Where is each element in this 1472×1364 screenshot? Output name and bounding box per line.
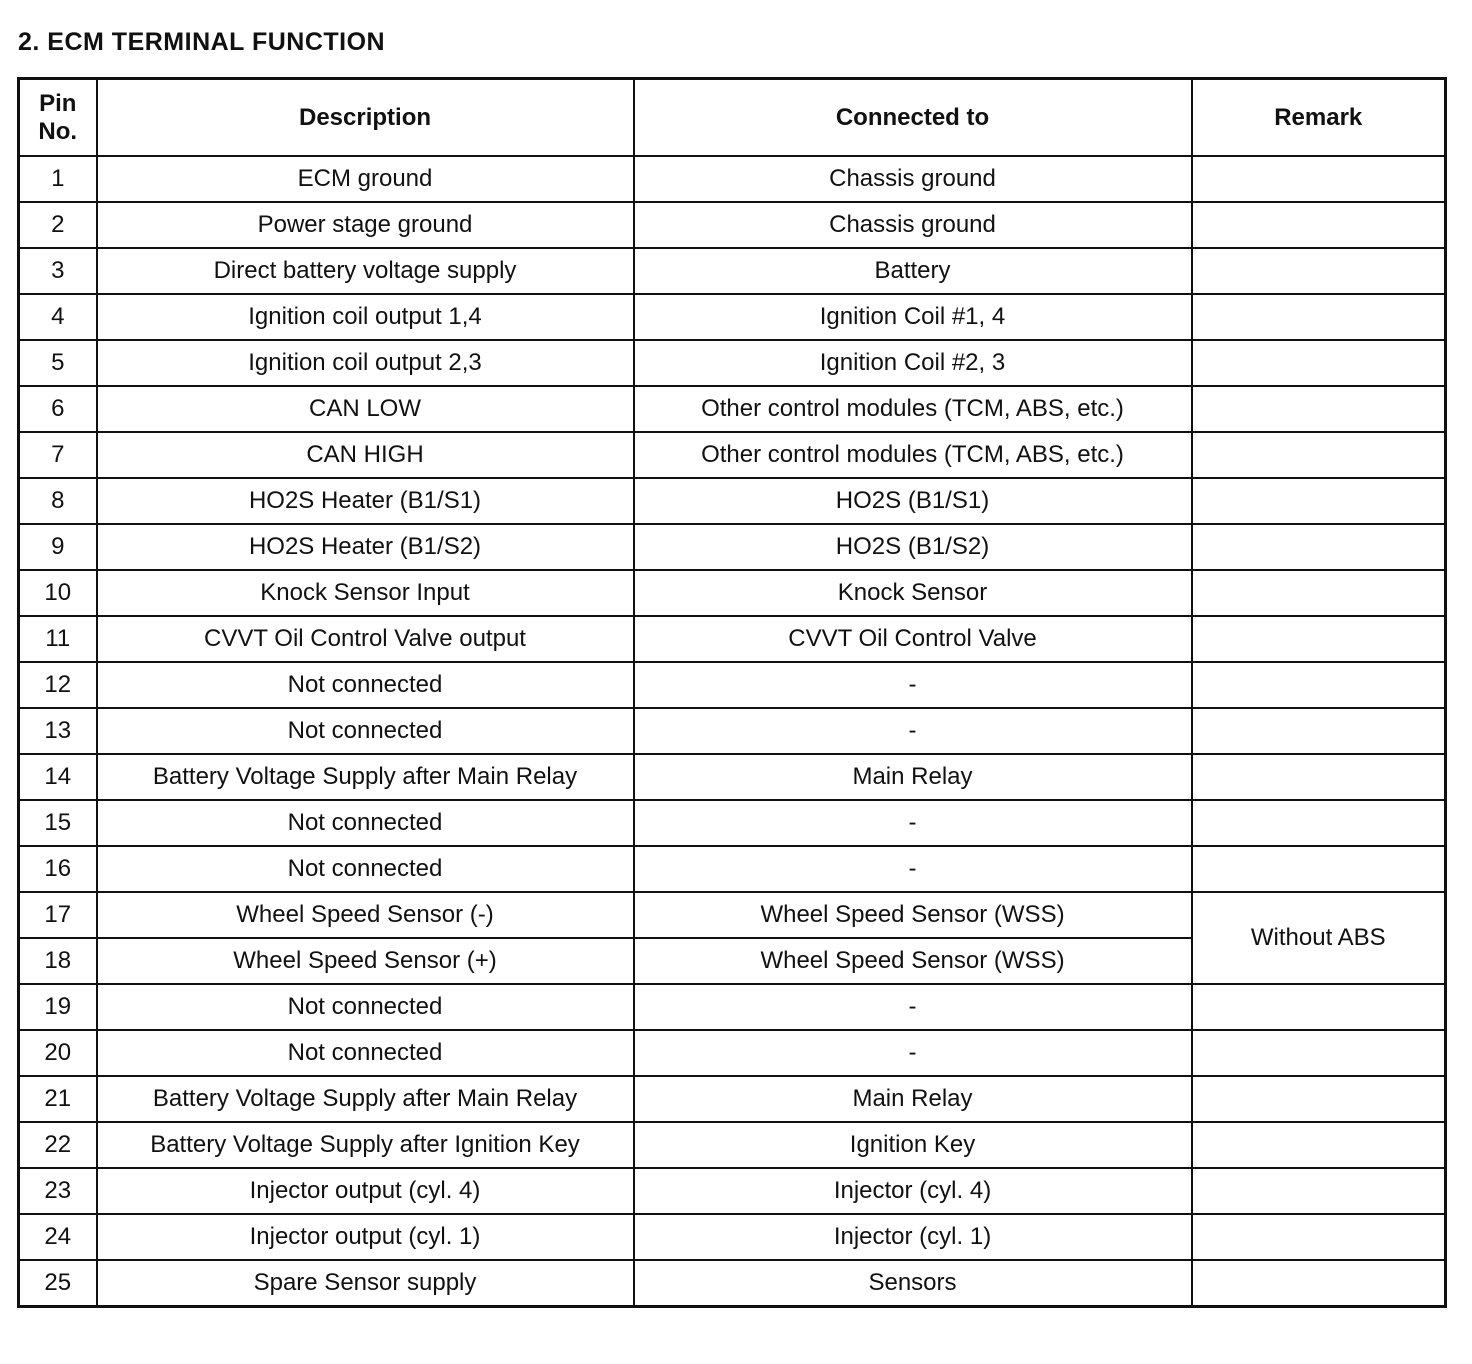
remark-cell <box>1192 156 1446 202</box>
description-cell: CAN HIGH <box>97 432 634 478</box>
table-row <box>19 1214 1446 1260</box>
header-remark: Remark <box>1192 79 1446 157</box>
description-cell: CVVT Oil Control Valve output <box>97 616 634 662</box>
connected-to-cell: Battery <box>634 248 1192 294</box>
connected-to-cell: - <box>634 846 1192 892</box>
table-row <box>19 1030 1446 1076</box>
description-cell: Power stage ground <box>97 202 634 248</box>
description-cell: Not connected <box>97 708 634 754</box>
header-description: Description <box>97 79 634 157</box>
connected-to-cell: Ignition Coil #1, 4 <box>634 294 1192 340</box>
remark-cell <box>1192 984 1446 1030</box>
connected-to-cell: HO2S (B1/S2) <box>634 524 1192 570</box>
remark-cell <box>1192 1122 1446 1168</box>
pin-cell: 10 <box>19 570 97 616</box>
table-row <box>19 478 1446 524</box>
connected-to-cell: Wheel Speed Sensor (WSS) <box>634 938 1192 984</box>
description-cell: Battery Voltage Supply after Ignition Key <box>97 1122 634 1168</box>
remark-cell <box>1192 386 1446 432</box>
pin-cell: 7 <box>19 432 97 478</box>
table-row <box>19 248 1446 294</box>
table-row <box>19 156 1446 202</box>
pin-cell: 25 <box>19 1260 97 1307</box>
remark-cell <box>1192 340 1446 386</box>
pin-cell: 22 <box>19 1122 97 1168</box>
header-pin-line2: No. <box>38 117 78 145</box>
connected-to-cell: Chassis ground <box>634 202 1192 248</box>
pin-cell: 2 <box>19 202 97 248</box>
remark-cell <box>1192 846 1446 892</box>
description-cell: Battery Voltage Supply after Main Relay <box>97 1076 634 1122</box>
connected-to-cell: Ignition Key <box>634 1122 1192 1168</box>
table-row <box>19 800 1446 846</box>
table-row <box>19 984 1446 1030</box>
connected-to-cell: CVVT Oil Control Valve <box>634 616 1192 662</box>
page-title: 2. ECM TERMINAL FUNCTION <box>18 28 386 56</box>
pin-cell: 17 <box>19 892 97 938</box>
remark-cell <box>1192 662 1446 708</box>
connected-to-cell: Sensors <box>634 1260 1192 1307</box>
description-cell: Ignition coil output 1,4 <box>97 294 634 340</box>
pin-cell: 4 <box>19 294 97 340</box>
table-row <box>19 202 1446 248</box>
pin-cell: 20 <box>19 1030 97 1076</box>
pin-cell: 3 <box>19 248 97 294</box>
description-cell: Not connected <box>97 1030 634 1076</box>
remark-cell <box>1192 1168 1446 1214</box>
description-cell: HO2S Heater (B1/S1) <box>97 478 634 524</box>
pin-cell: 12 <box>19 662 97 708</box>
pin-cell: 15 <box>19 800 97 846</box>
pin-cell: 9 <box>19 524 97 570</box>
description-cell: Ignition coil output 2,3 <box>97 340 634 386</box>
table-row <box>19 1076 1446 1122</box>
remark-cell <box>1192 800 1446 846</box>
pin-cell: 8 <box>19 478 97 524</box>
table-row <box>19 662 1446 708</box>
remark-cell <box>1192 248 1446 294</box>
remark-cell <box>1192 754 1446 800</box>
table-row <box>19 432 1446 478</box>
remark-cell <box>1192 616 1446 662</box>
pin-cell: 11 <box>19 616 97 662</box>
connected-to-cell: - <box>634 708 1192 754</box>
pin-cell: 14 <box>19 754 97 800</box>
pin-cell: 16 <box>19 846 97 892</box>
description-cell: Wheel Speed Sensor (+) <box>97 938 634 984</box>
description-cell: Not connected <box>97 846 634 892</box>
remark-cell <box>1192 294 1446 340</box>
pin-cell: 18 <box>19 938 97 984</box>
description-cell: Not connected <box>97 800 634 846</box>
connected-to-cell: Injector (cyl. 1) <box>634 1214 1192 1260</box>
pin-cell: 23 <box>19 1168 97 1214</box>
remark-cell <box>1192 1076 1446 1122</box>
table-row <box>19 892 1446 938</box>
connected-to-cell: - <box>634 1030 1192 1076</box>
description-cell: Direct battery voltage supply <box>97 248 634 294</box>
remark-cell <box>1192 432 1446 478</box>
connected-to-cell: Wheel Speed Sensor (WSS) <box>634 892 1192 938</box>
connected-to-cell: Ignition Coil #2, 3 <box>634 340 1192 386</box>
table-row <box>19 1260 1446 1307</box>
header-connected-to: Connected to <box>634 79 1192 157</box>
pin-cell: 5 <box>19 340 97 386</box>
description-cell: HO2S Heater (B1/S2) <box>97 524 634 570</box>
connected-to-cell: Other control modules (TCM, ABS, etc.) <box>634 432 1192 478</box>
pin-cell: 21 <box>19 1076 97 1122</box>
description-cell: Injector output (cyl. 4) <box>97 1168 634 1214</box>
connected-to-cell: Main Relay <box>634 1076 1192 1122</box>
connected-to-cell: Knock Sensor <box>634 570 1192 616</box>
connected-to-cell: Other control modules (TCM, ABS, etc.) <box>634 386 1192 432</box>
table-header-row <box>19 79 1446 157</box>
connected-to-cell: - <box>634 800 1192 846</box>
table-row <box>19 754 1446 800</box>
pin-cell: 6 <box>19 386 97 432</box>
remark-cell <box>1192 1260 1446 1307</box>
description-cell: Wheel Speed Sensor (-) <box>97 892 634 938</box>
description-cell: ECM ground <box>97 156 634 202</box>
terminal-function-table <box>17 77 1447 1308</box>
table-row <box>19 1168 1446 1214</box>
connected-to-cell: - <box>634 984 1192 1030</box>
table-row <box>19 570 1446 616</box>
pin-cell: 13 <box>19 708 97 754</box>
table-row <box>19 1122 1446 1168</box>
remark-cell <box>1192 202 1446 248</box>
remark-cell: Without ABS <box>1192 892 1446 984</box>
pin-cell: 24 <box>19 1214 97 1260</box>
description-cell: Not connected <box>97 662 634 708</box>
pin-cell: 1 <box>19 156 97 202</box>
header-pin-line1: Pin <box>39 89 77 117</box>
description-cell: Battery Voltage Supply after Main Relay <box>97 754 634 800</box>
remark-cell <box>1192 1030 1446 1076</box>
description-cell: CAN LOW <box>97 386 634 432</box>
header-pin-no <box>19 79 97 157</box>
table-row <box>19 524 1446 570</box>
remark-cell <box>1192 570 1446 616</box>
connected-to-cell: - <box>634 662 1192 708</box>
remark-cell <box>1192 524 1446 570</box>
table-row <box>19 294 1446 340</box>
connected-to-cell: HO2S (B1/S1) <box>634 478 1192 524</box>
connected-to-cell: Main Relay <box>634 754 1192 800</box>
remark-cell <box>1192 1214 1446 1260</box>
table-row <box>19 846 1446 892</box>
connected-to-cell: Injector (cyl. 4) <box>634 1168 1192 1214</box>
remark-cell <box>1192 478 1446 524</box>
connected-to-cell: Chassis ground <box>634 156 1192 202</box>
table-body <box>19 156 1446 1307</box>
description-cell: Injector output (cyl. 1) <box>97 1214 634 1260</box>
remark-cell <box>1192 708 1446 754</box>
table-row <box>19 616 1446 662</box>
description-cell: Knock Sensor Input <box>97 570 634 616</box>
description-cell: Not connected <box>97 984 634 1030</box>
table-row <box>19 340 1446 386</box>
pin-cell: 19 <box>19 984 97 1030</box>
table-row <box>19 386 1446 432</box>
table-row <box>19 708 1446 754</box>
description-cell: Spare Sensor supply <box>97 1260 634 1307</box>
